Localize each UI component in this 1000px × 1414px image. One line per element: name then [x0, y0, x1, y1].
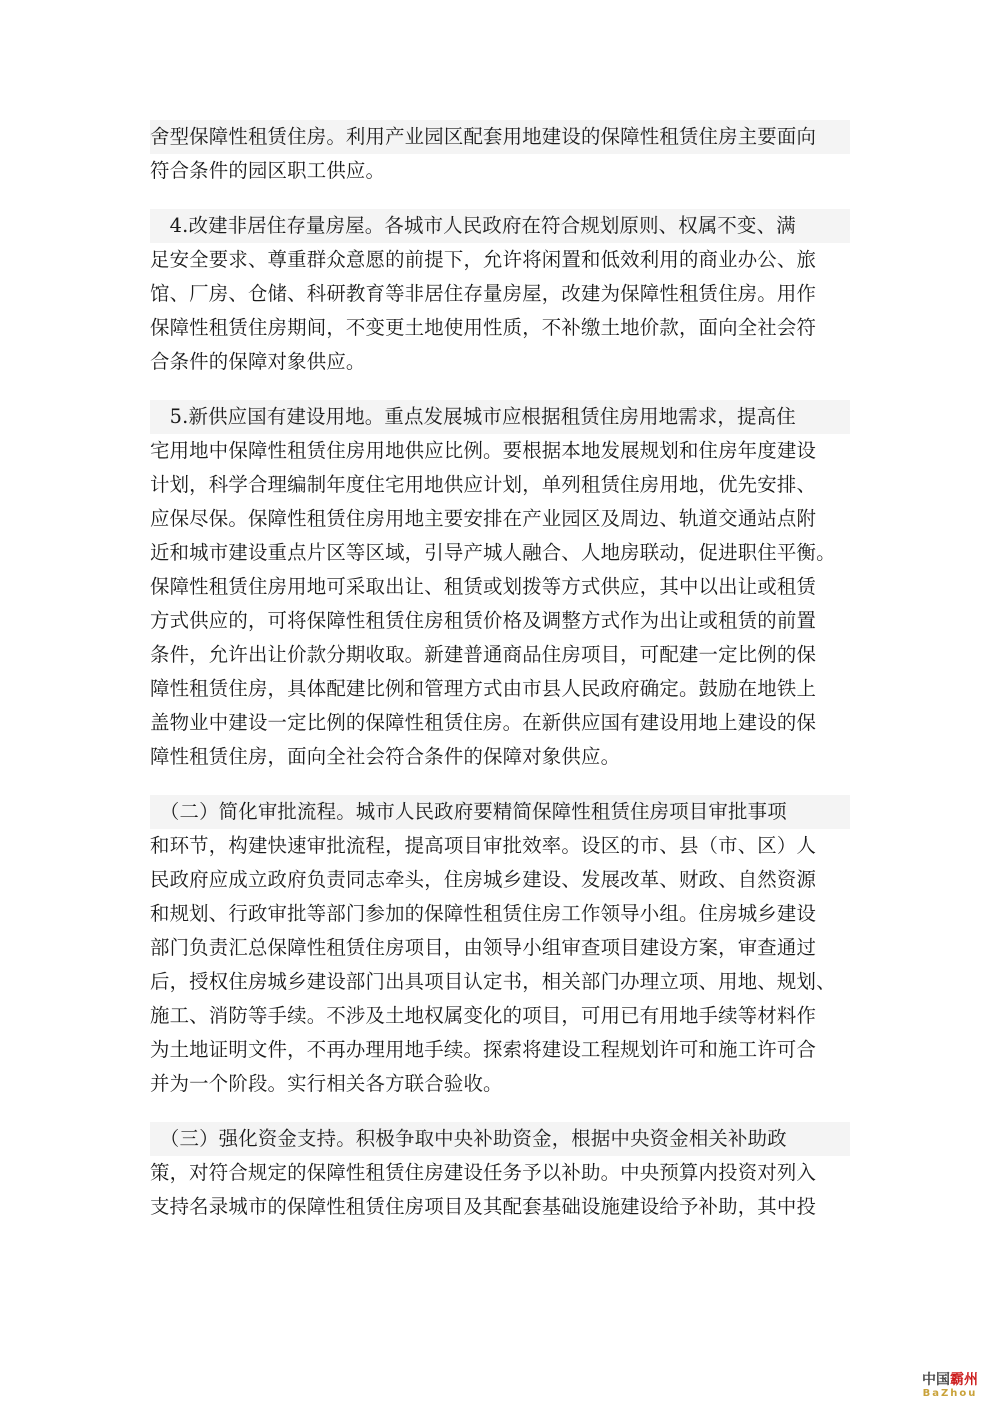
text-line: 合条件的保障对象供应。 — [150, 350, 366, 373]
text-line: 方式供应的，可将保障性租赁住房租赁价格及调整方式作为出让或租赁的前置 — [150, 609, 817, 632]
text-line: 计划，科学合理编制年度住宅用地供应计划，单列租赁住房用地，优先安排、 — [150, 473, 817, 496]
paragraph — [150, 1122, 850, 1224]
text-line: 部门负责汇总保障性租赁住房项目，由领导小组审查项目建设方案，审查通过 — [150, 936, 817, 959]
text-line: 馆、厂房、仓储、科研教育等非居住存量房屋，改建为保障性租赁住房。用作 — [150, 282, 817, 305]
bazhou-watermark-logo — [914, 1372, 986, 1400]
text-line: 民政府应成立政府负责同志牵头，住房城乡建设、发展改革、财政、自然资源 — [150, 868, 817, 891]
text-line: 5.新供应国有建设用地。重点发展城市应根据租赁住房用地需求，提高住 — [150, 400, 850, 434]
text-line: 策，对符合规定的保障性租赁住房建设任务予以补助。中央预算内投资对列入 — [150, 1161, 817, 1184]
text-line: 足安全要求、尊重群众意愿的前提下，允许将闲置和低效利用的商业办公、旅 — [150, 248, 817, 271]
text-line: 符合条件的园区职工供应。 — [150, 159, 386, 182]
text-line: 盖物业中建设一定比例的保障性租赁住房。在新供应国有建设用地上建设的保 — [150, 711, 817, 734]
document-body — [150, 120, 850, 1245]
text-line: （三）强化资金支持。积极争取中央补助资金，根据中央资金相关补助政 — [150, 1122, 850, 1156]
paragraph — [150, 120, 850, 188]
text-line: 舍型保障性租赁住房。利用产业园区配套用地建设的保障性租赁住房主要面向 — [150, 120, 850, 154]
text-line: 保障性租赁住房期间，不变更土地使用性质，不补缴土地价款，面向全社会符 — [150, 316, 817, 339]
text-line: 条件，允许出让价款分期收取。新建普通商品住房项目，可配建一定比例的保 — [150, 643, 817, 666]
text-line: 近和城市建设重点片区等区域，引导产城人融合、人地房联动，促进职住平衡。 — [150, 541, 836, 564]
paragraph — [150, 795, 850, 1101]
text-line: 宅用地中保障性租赁住房用地供应比例。要根据本地发展规划和住房年度建设 — [150, 439, 817, 462]
watermark-english: BaZhou — [922, 1388, 978, 1399]
text-line: 和环节，构建快速审批流程，提高项目审批效率。设区的市、县（市、区）人 — [150, 834, 817, 857]
text-line: 保障性租赁住房用地可采取出让、租赁或划拨等方式供应，其中以出让或租赁 — [150, 575, 817, 598]
text-line: 施工、消防等手续。不涉及土地权属变化的项目，可用已有用地手续等材料作 — [150, 1004, 817, 1027]
text-line: 障性租赁住房，面向全社会符合条件的保障对象供应。 — [150, 745, 621, 768]
paragraph — [150, 209, 850, 379]
watermark-bazhou: 霸州 — [950, 1372, 978, 1388]
paragraph — [150, 400, 850, 774]
text-line: 后，授权住房城乡建设部门出具项目认定书，相关部门办理立项、用地、规划、 — [150, 970, 836, 993]
watermark-china: 中国 — [922, 1372, 950, 1388]
text-line: 4.改建非居住存量房屋。各城市人民政府在符合规划原则、权属不变、满 — [150, 209, 850, 243]
text-line: 应保尽保。保障性租赁住房用地主要安排在产业园区及周边、轨道交通站点附 — [150, 507, 817, 530]
text-line: 支持名录城市的保障性租赁住房项目及其配套基础设施建设给予补助，其中投 — [150, 1195, 817, 1218]
text-line: 并为一个阶段。实行相关各方联合验收。 — [150, 1072, 503, 1095]
text-line: 障性租赁住房，具体配建比例和管理方式由市县人民政府确定。鼓励在地铁上 — [150, 677, 817, 700]
watermark-chinese-text — [914, 1372, 986, 1388]
text-line: 为土地证明文件，不再办理用地手续。探索将建设工程规划许可和施工许可合 — [150, 1038, 817, 1061]
text-line: 和规划、行政审批等部门参加的保障性租赁住房工作领导小组。住房城乡建设 — [150, 902, 817, 925]
text-line: （二）简化审批流程。城市人民政府要精简保障性租赁住房项目审批事项 — [150, 795, 850, 829]
